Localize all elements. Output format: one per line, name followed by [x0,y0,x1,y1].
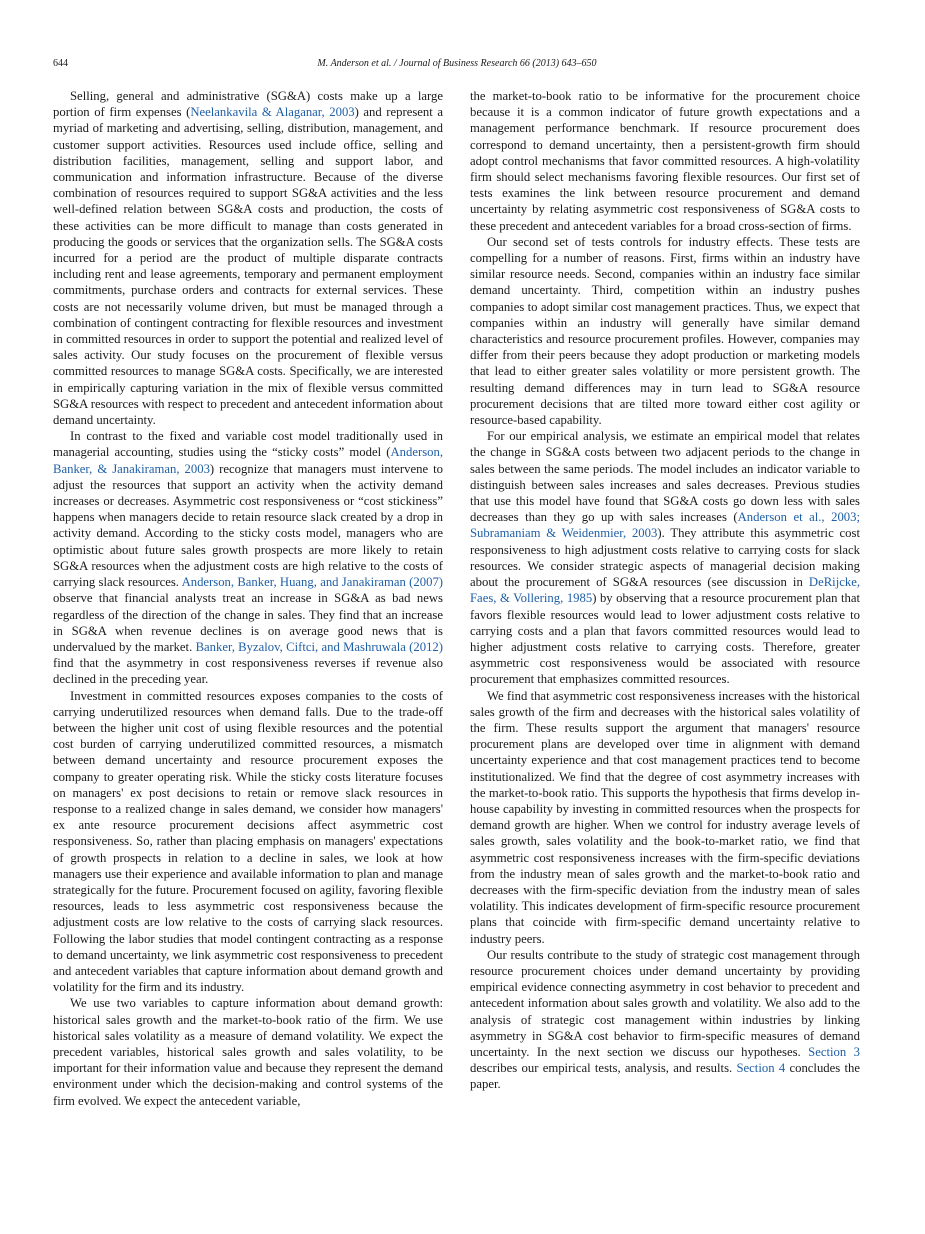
citation-link[interactable]: Anderson, Banker, Huang, and Janakiraman (2007) [181,575,444,590]
paragraph: Our results contribute to the study of strategic cost management through resource procurement choices under demand uncertainty by providing empirical evidence connecting asymmetry in cost behavior to precedent and antecedent information about sales growth and volatility. We also add to the analysis of strategic cost management within industries by linking asymmetry in SG&A cost behavior to firm-specific measures of demand uncertainty. In the next section we discuss our hypotheses. Section 3 describes our empirical tests, analysis, and results. Section 4 concludes the paper. [470,947,861,1092]
running-head: M. Anderson et al. / Journal of Business Research 66 (2013) 643–650 [317,58,597,69]
paragraph: We use two variables to capture information about demand growth: historical sales growth and the market-to-book ratio of the firm. We use historical sales volatility as a measure of demand volatility. We expect the precedent variables, historical sales growth and sales volatility, to be important for their information value and because they represent the demand environment under which the decision-making and control systems of the firm evolved. We expect the antecedent variable, [53,996,443,1108]
citation-link[interactable]: Anderson, Banker, & Janakiraman, 2003 [53,445,443,476]
left-column [53,88,443,1109]
citation-link[interactable]: DeRijcke, Faes, & Vollering, 1985 [470,575,860,606]
paragraph: Our second set of tests controls for industry effects. These tests are compelling for a number of reasons. First, firms within an industry have similar resource needs. Second, companies within an industry face similar demand uncertainty. Third, competition within an industry pushes companies to adopt similar cost management practices. Thus, we expect that companies within an industry will generally have similar demand characteristics and resource procurement profiles. However, companies may differ from their peers because they adopt production or marketing models that lead to either greater sales volatility or more persistent growth. The resulting demand differences may in turn lead to SG&A resource procurement decisions that are tilted more toward either cost agility or resource-based capability. [470,234,860,428]
section-link[interactable]: Section 3 [808,1044,860,1059]
citation-link[interactable]: Anderson et al., 2003; Subramaniam & Weidenmier, 2003 [470,510,860,541]
section-link[interactable]: Section 4 [736,1061,786,1076]
citation-link[interactable]: Banker, Byzalov, Ciftci, and Mashruwala (2012) [195,639,443,654]
paragraph: For our empirical analysis, we estimate an empirical model that relates the change in SG&A costs between two adjacent periods to the change in sales between the same periods. The model includes an indicator variable to distinguish between sales increases and sales decreases. Previous studies that use this model have found that SG&A costs go down less with sales decreases than they go up with sales increases (Anderson et al., 2003; Subramaniam & Weidenmier, 2003). They attribute this asymmetric cost responsiveness to high adjustment costs relative to carrying costs for slack resources. We consider strategic aspects of managerial decision making about the procurement of SG&A resources (see discussion in DeRijcke, Faes, & Vollering, 1985) by observing that a resource procurement plan that favors flexible resources would lead to lower adjustment costs relative to carrying costs and a plan that favors committed resources would lead to higher adjustment costs relative to carrying costs. Therefore, greater asymmetric cost responsiveness would be associated with resource procurement that emphasizes committed resources. [470,429,860,687]
page-number: 644 [53,58,68,69]
paragraph: We find that asymmetric cost responsiveness increases with the historical sales growth of the firm and decreases with the historical sales volatility of the firm. These results support the argument that managers' resource procurement plans are developed over time in alignment with demand uncertainty experience and that cost management practices tend to become institutionalized. We find that the degree of cost asymmetry increases with the market-to-book ratio. This supports the hypothesis that firms develop in-house capability by investing in committed resources when the prospects for demand growth are higher. When we control for industry average levels of sales growth, sales volatility and the book-to-market ratio, we find that asymmetric cost responsiveness increases with the firm-specific deviations from the industry mean of sales growth and the market-to-book ratio and decreases with the firm-specific deviation from the industry mean of sales volatility. This indicates development of firm-specific resource procurement plans that coincide with firm-specific demand uncertainty relative to industry peers. [470,688,860,946]
paragraph: the market-to-book ratio to be informative for the procurement choice because it is a common indicator of future growth expectations and a management performance benchmark. If resource procurement does correspond to demand uncertainty, then a persistent-growth firm should adopt control mechanisms that favor committed resources. A high-volatility firm should select mechanisms favoring flexible resources. Our first set of tests examines the link between resource procurement and demand uncertainty by relating asymmetric cost responsiveness of SG&A costs to these precedent and antecedent variables for a broad cross-section of firms. [470,89,860,233]
paragraph: Investment in committed resources exposes companies to the costs of carrying underutilized resources when demand falls. Due to the trade-off between the higher unit cost of using flexible resources and the potential cost burden of carrying underutilized committed resources, a mismatch between demand uncertainty and resource procurement exposes the company to greater operating risk. While the sticky costs literature focuses on managers' ex post decisions to retain or remove slack resources in response to a realized change in sales demand, we consider how managers' ex ante resource procurement decisions affect asymmetric cost responsiveness. So, rather than placing emphasis on managers' expectations of growth prospects in relation to a decline in sales, we look at how managers use their experience and available information to plan and manage strategically for the future. Procurement focused on agility, favoring flexible resources, leads to less asymmetric cost responsiveness because the adjustment costs are low relative to the costs of carrying slack resources. Following the labor studies that model contingent contracting as a response to demand uncertainty, we link asymmetric cost responsiveness to precedent and antecedent variables that capture information about demand growth and volatility for the firm and its industry. [53,688,443,995]
right-column [470,88,860,1093]
paragraph: In contrast to the fixed and variable cost model traditionally used in managerial accounting, studies using the “sticky costs” model (Anderson, Banker, & Janakiraman, 2003) recognize that managers must intervene to adjust the resources that support an activity when the activity demand increases or decreases. Asymmetric cost responsiveness or “cost stickiness” happens when managers decide to retain resource slack created by a drop in activity demand. According to the sticky costs model, managers who are optimistic about future sales growth prospects are more likely to retain SG&A resources when the adjustment costs are high relative to the costs of carrying slack resources. Anderson, Banker, Huang, and Janakiraman (2007) observe that financial analysts treat an increase in SG&A as bad news regardless of the direction of the change in sales. They find that an increase in SG&A when revenue declines is on average good news that is undervalued by the market. Banker, Byzalov, Ciftci, and Mashruwala (2012) find that the asymmetry in cost responsiveness reverses if revenue also declined in the preceding year. [53,429,444,687]
citation-link[interactable]: Neelankavila & Alaganar, 2003 [190,105,355,120]
page-header [53,58,861,72]
paragraph: Selling, general and administrative (SG&A) costs make up a large portion of firm expenses (Neelankavila & Alaganar, 2003) and represent a myriad of marketing and advertising, selling, distribution, management, and customer support activities. Resources used include office, selling and distribution facilities, management, selling and support labor, and communication and information infrastructure. Because of the diverse combination of resources required to support SG&A activities and the less well-defined relation between SG&A costs and production, the costs of these activities can be more difficult to manage than costs generated in producing the goods or services that the organization sells. The SG&A costs incurred for a period are the product of multiple disparate contracts including rent and lease agreements, temporary and permanent employment commitments, purchase orders and contracts for external services. These costs are not necessarily volume driven, but must be managed through a combination of contingent contracting for flexible resources and investment in committed resources in order to support the potential and realized level of sales activity. Our study focuses on the procurement of flexible versus committed resources to manage SG&A costs. Specifically, we are interested in empirically capturing variation in the mix of flexible versus committed SG&A resources with respect to precedent and antecedent information about demand uncertainty. [53,89,443,428]
